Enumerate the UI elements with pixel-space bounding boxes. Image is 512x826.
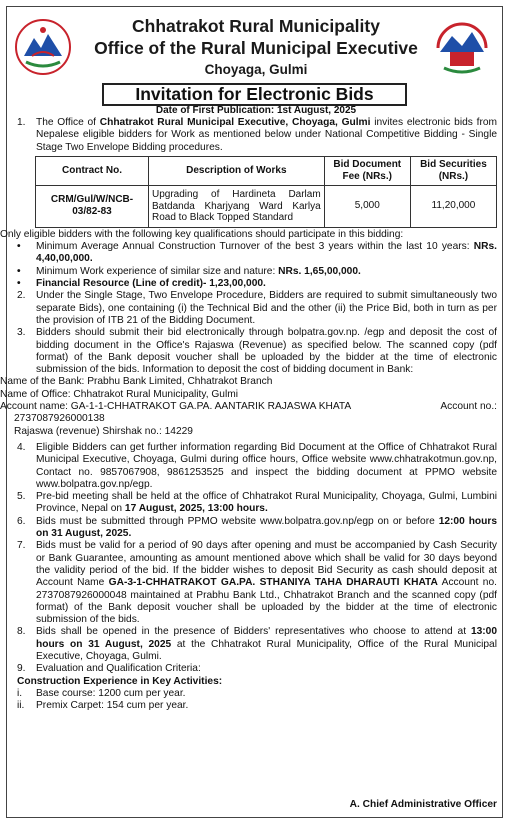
account-name: Account name: GA-1-1-CHHATRAKOT GA.PA. AANTARIK RAJASWA KHATA xyxy=(0,401,352,413)
notice-body xyxy=(0,117,497,712)
item-text: Under the Single Stage, Two Envelope Procedure, Bidders are required to submit simultaneously two separate Bids), one containing (i) the Technical Bid and the other (ii) the Price Bid, both in turn as per the provision of ITB 21 of the Bidding Document. xyxy=(36,290,497,326)
bank-details xyxy=(0,376,497,437)
bullet-text xyxy=(36,241,497,266)
item-text xyxy=(36,516,497,541)
eligibility-intro: Only eligible bidders with the following key qualifications should participate in this bidding: xyxy=(0,228,404,240)
item-text xyxy=(36,117,497,154)
text-run: Bids shall be opened in the presence of Bidders' representatives who choose to attend at xyxy=(36,626,471,638)
submission-deadline: 12:00 hours on 31 August, 2025. xyxy=(36,515,497,540)
office-bold: Chhatrakot Rural Municipal Executive, Choyaga, Gulmi xyxy=(99,117,371,128)
item-7 xyxy=(17,540,497,626)
item-4 xyxy=(17,442,497,491)
account-line xyxy=(0,401,497,413)
item-text xyxy=(17,663,497,712)
criteria-text: Base course: 1200 cum per year. xyxy=(36,687,186,699)
item-6 xyxy=(17,516,497,541)
item-number: 8. xyxy=(17,626,26,638)
criteria-num: ii. xyxy=(17,700,25,712)
notice-title: Invitation for Electronic Bids xyxy=(102,83,407,106)
description-cell: Upgrading of Hardineta Darlam Batdanda Kharjyang Ward Karlya Road to Black Topped Standard xyxy=(149,185,325,227)
bullet-icon: • xyxy=(17,278,21,290)
text-run: The Office of xyxy=(36,117,100,128)
item-text: Eligible Bidders can get further information regarding Bid Document at the Office of Chhatrakot Rural Municipal Executive, Choyaga, Gulmi during office hours, Office website www.chhatrakotmun.gov.np, Contact no. 9857067908, 9861253525 and inspect the bidding document at PPMO website www.bolpatra.gov.np/egp. xyxy=(36,441,497,490)
item-1 xyxy=(17,117,497,154)
text-run: Pre-bid meeting shall be held at the office of Chhatrakot Rural Municipality, Choyaga, Gulmi, Lumbini Province, Nepal on xyxy=(36,491,497,515)
item-9 xyxy=(17,663,497,712)
criteria-num: i. xyxy=(17,687,23,699)
item-number: 1. xyxy=(17,117,26,128)
item-text xyxy=(36,626,497,663)
account-no-label: Account no.: xyxy=(440,401,497,413)
doc-fee-cell: 5,000 xyxy=(324,185,410,227)
item-number: 3. xyxy=(17,327,26,339)
text-run: invites electronic bids from Nepalese eligible bidders for Work as mentioned below under National Competitive Bidding - Single Stage Two Envelope Bidding procedures. xyxy=(36,117,497,153)
signatory: A. Chief Administrative Officer xyxy=(349,799,497,810)
item-number: 9. xyxy=(17,663,26,675)
experience-amount: NRs. 1,65,00,000. xyxy=(278,265,361,277)
col-contract-no: Contract No. xyxy=(36,156,149,185)
item-2 xyxy=(17,290,497,327)
deposit-account-name: GA-3-1-CHHATRAKOT GA.PA. STHANIYA TAHA DHARAUTI KHATA xyxy=(108,577,438,589)
item-number: 4. xyxy=(17,441,26,453)
item-3 xyxy=(17,327,497,376)
table-row xyxy=(36,185,497,227)
item-8 xyxy=(17,626,497,663)
table-header-row xyxy=(36,156,497,185)
text-run: Minimum Work experience of similar size and nature: xyxy=(36,265,279,277)
col-doc-fee: Bid Document Fee (NRs.) xyxy=(324,156,410,185)
item-number: 5. xyxy=(17,491,26,503)
text-run: at the Chhatrakot Rural Municipality, Office of the Rural Municipal Executive, Choyaga, Gulmi. xyxy=(36,638,497,662)
bullet-icon: • xyxy=(17,265,21,277)
qualification-bullet xyxy=(17,278,497,290)
criteria-item xyxy=(17,700,497,712)
office-name: Office of the Rural Municipal Executive xyxy=(94,38,418,58)
item-text: Bidders should submit their bid electronically through bolpatra.gov.np. /egp and deposit the cost of bidding document in the Office's Rajaswa (Revenue) as specified below. The scanned copy (pdf format) of the Bank deposit voucher shall be uploaded by the bidder at the time of electronic submission of the bids. Information to deposit the cost of bidding document in Bank: xyxy=(36,327,497,376)
col-securities: Bid Securities (NRs.) xyxy=(410,156,496,185)
col-description: Description of Works xyxy=(149,156,325,185)
criteria-item xyxy=(17,688,497,700)
municipality-name: Chhatrakot Rural Municipality xyxy=(132,16,380,36)
publication-date: Date of First Publication: 1st August, 2025 xyxy=(155,105,357,116)
opening-time: 13:00 hours on 31 August, 2025 xyxy=(36,626,497,650)
contract-no-cell: CRM/Gul/W/NCB-03/82-83 xyxy=(36,185,149,227)
criteria-heading: Evaluation and Qualification Criteria: xyxy=(36,663,201,675)
criteria-text: Premix Carpet: 154 cum per year. xyxy=(36,700,189,712)
item-number: 2. xyxy=(17,290,26,302)
bullet-icon: • xyxy=(17,241,21,253)
qualification-bullet xyxy=(17,241,497,266)
securities-cell: 11,20,000 xyxy=(410,185,496,227)
item-number: 6. xyxy=(17,515,26,527)
bank-office: Name of Office: Chhatrakot Rural Municipality, Gulmi xyxy=(0,388,238,400)
office-location: Choyaga, Gulmi xyxy=(204,62,308,77)
municipality-logo-icon xyxy=(432,18,492,76)
qualification-bullet xyxy=(17,266,497,278)
prebid-date: 17 August, 2025, 13:00 hours. xyxy=(124,503,268,515)
financial-resource: Financial Resource (Line of credit)- 1,23,00,000. xyxy=(36,278,266,290)
bank-name: Name of the Bank: Prabhu Bank Limited, Chhatrakot Branch xyxy=(0,376,273,388)
letterhead xyxy=(0,8,512,86)
text-run: Bids must be submitted through PPMO website www.bolpatra.gov.np/egp on or before xyxy=(36,515,439,527)
text-run: Account no. 2737087926000048 maintained at Prabhu Bank Ltd., Chhatrakot Branch and the scanned copy (pdf format) of the Bank deposit voucher shall be uploaded by the bidder at the time of electronic submission of the bids. xyxy=(36,577,497,626)
item-number: 7. xyxy=(17,540,26,552)
revenue-shirshak: Rajaswa (revenue) Shirshak no.: 14229 xyxy=(14,425,193,437)
bullet-text xyxy=(36,266,497,278)
item-text xyxy=(36,491,497,516)
criteria-subheading: Construction Experience in Key Activities: xyxy=(17,675,223,687)
text-run: Bids must be valid for a period of 90 days after opening and must be accompanied by Cash Security or Bank Guarantee, amounting as amount mentioned above which shall be valid for 30 days beyond the validity period of the bid. If the bidder wishes to deposit Bid Security as cash should deposit at Account Name xyxy=(36,540,497,589)
item-5 xyxy=(17,491,497,516)
text-run: Minimum Average Annual Construction Turnover of the best 3 years within the last 10 years: xyxy=(36,241,474,253)
account-no: 2737087926000138 xyxy=(14,413,105,425)
contract-table xyxy=(35,156,497,228)
turnover-amount: NRs. 4,40,00,000. xyxy=(36,241,497,265)
item-text xyxy=(36,540,497,626)
